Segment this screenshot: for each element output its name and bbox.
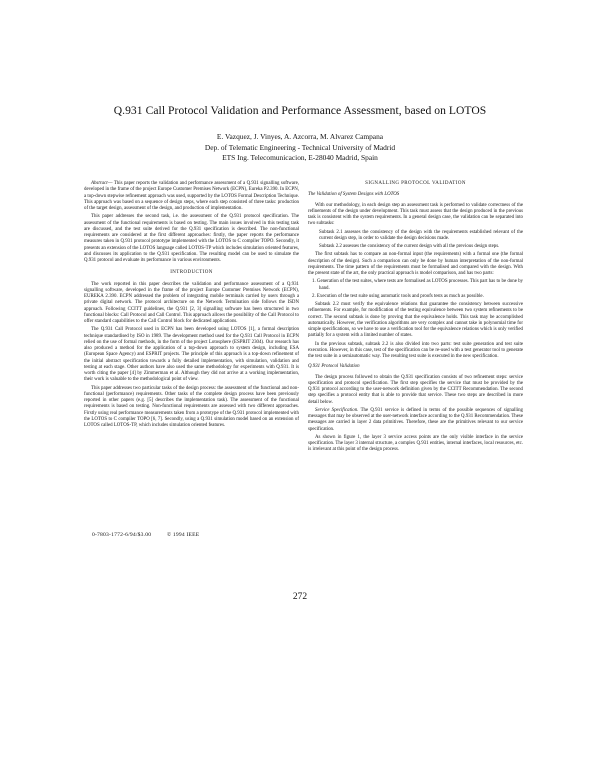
paper-title: Q.931 Call Protocol Validation and Performance Assessment, based on LOTOS [113,104,487,117]
abstract-paragraph [84,181,299,212]
intro-paragraph-1: The work reported in this paper describes the validation and performance assessment of a Q.931 signalling software, developed in the frame of the project Europe Customer Premises Network (ECPN), EUREKA 2.390. ECPN addressed the problem of integrating mobile terminals carried by users through a private digital network. The protocol architecture on the Network Termination side follows the ISDN approach. Following CCITT guidelines, the Q.931 [2, 3] signalling software has been structured in two functional blocks: Call Protocol and Call Control. This approach allows the possibility of the Call Protocol to offer standard capabilities to the Call Control block for dedicated applications. [84,281,299,324]
abstract-label: Abstract [91,181,108,186]
issn-code: 0-7803-1772-6/94/$3.00 [92,532,152,538]
validation-paragraph-6 [308,408,523,433]
service-spec-run-head: Service Specification. [315,407,359,413]
validation-paragraph-4: In the previous subtask, subtask 2.2 is also divided into two parts: test suite generation and test suite execution. However, in this case, test of the specification can be re-used with a test generator tool to generate the test suite in a semiautomatic way. The resulting test suite is executed in the new specification. [308,341,523,359]
abstract-text: — This paper reports the validation and performance assessment of a Q.931 signalling software, developed in the frame of the project Europe Customer Premises Network (ECPN), Eureka P2.390. In ECPN, a top-down stepwise refinement approach was used, supported by the LOTOS Formal Description Technique. This approach was based on a sequence of design steps, where each step consisted of three tasks: production of the target design, assessment of the design, and production of implementation. [84,181,299,211]
copyright-line [92,532,213,538]
service-spec-text: The Q.931 service is defined in terms of the possible sequences of signalling messages that may be observed at the user-network interface according to the Q.931 Recommendation. These messages are carried in layer 2 data primitives. Therefore, these are the primitives relevant to our service specification. [308,407,523,432]
validation-subsection-heading: The Validation of System Designs with LOTOS [308,192,400,198]
q931-validation-subheading: Q.931 Protocol Validation [308,364,360,370]
author-list: E. Vazquez, J. Vinyes, A. Azcorra, M. Alvarez Campana [216,132,384,141]
affiliation-address: ETS Ing. Telecomunicacion, E-28040 Madrid, Spain [222,153,378,162]
subtask-2-1: Subtask 2.1 assesses the consistency of the design with the requirements established relevant of the current design step, in order to validate the design decisions made. [319,229,523,241]
validation-paragraph-3: Subtask 2.2 must verify the equivalence relations that guarantee the consistency between successive refinements. For example, for modification of the testing equivalence between two system refinements to be correct. The second subtask is done by proving that the equivalence holds. This task may be accomplished automatically. However, the verification algorithms are very complex and cannot take in polynomial time for simple specifications, so we have to use a verification tool for the equivalence relations which is only verified partially for a system with a limited number of states. [308,302,523,339]
page-number: 272 [292,592,308,602]
subtask-2-2: Subtask 2.2 assesses the consistency of the current design with all the previous design steps. [319,244,500,249]
validation-paragraph-7: As shown in figure 1, the layer 3 service access points are the only visible interface in the service specification. The layer 3 internal structure, a complex Q.931 entities, internal interfaces, local resources, etc. is irrelevant at this point of the design process. [308,434,523,453]
right-column [308,181,523,456]
intro-paragraph-3: This paper addresses two particular tasks of the design process: the assessment of the functional and non-functional (performance) requirements. Other tasks of the complete design process have been previously reported in other papers (e.g. [5] describes the implementation task). The assessment of the functional requirements is based on testing. Non-functional requirements are assessed with two different approaches. Firstly using real performance measurements taken from a prototype of the Q.931 protocol implemented with the LOTOS to C compiler TOPO [6, 7]. Secondly, using a Q.931 simulation model based on an extension of LOTOS called LOTOS-TP, which includes simulation oriented features. [84,385,299,428]
validation-paragraph-2: The first subtask has to compare an non-formal input (the requirements) with a formal one (the formal description of the design). Such a comparison can only be done by human interpretation of the non-formal requirements. The time pattern of the requirements must be formalised and compared with the design. With the present state of the art, the only practical approach is model comparison, and has two parts: [308,252,523,276]
copyright-notice: © 1994 IEEE [166,532,200,538]
left-column [84,181,299,431]
list-item-2: 2. Execution of the test suite using automatic tools and proofs tests as much as possible. [312,293,484,299]
list-item-1: 1. Generation of the test suites, where tests are formalised as LOTOS processes. This part has to be done by hand. [312,279,523,291]
affiliation-department: Dep. of Telematic Engineering - Technical University of Madrid [204,142,396,152]
abstract-paragraph-2: This paper addresses the second task, i.e. the assessment of the Q.931 protocol specification. The assessment of the functional requirements is based on testing. The main issues involved in this testing task are discussed, and the test suite derived for the Q.931 specification is described. The non-functional requirements are considered at the first different approaches: firstly, the paper reports the performance measures taken in Q.931 protocol prototype implemented with the LOTOS to C compiler TOPO. Secondly, it presents an extension of the LOTOS language called LOTOS-TP which includes simulation oriented features, and discusses its application to the Q.931 specification. The resulting model can be used to simulate the Q.931 protocol and evaluate its performance in various environments. [84,214,299,263]
intro-paragraph-2: The Q.931 Call Protocol used in ECPN has been developed using LOTOS [1], a formal description technique standardised by ISO in 1989. The development method used for the Q.931 Call Protocol in ECPN relied on the use of formal methods, in the form of the project Lotosphere (ESPRIT 2304). Our research has also produced a method for the application of a top-down approach to system design, including ESA (European Space Agency) and ESPRIT projects. The principle of this approach is a top-down refinement of the initial abstract specification towards a fully detailed implementation, with simulation, validation and testing at each stage. Other authors have also used the same methodology for experiments with Q.931. It is worth citing the paper [4] by Zimmerman et al. Although they did not arrive at a working implementation, their work is valuable to the methodological point of view. [84,327,299,383]
validation-section-heading: SIGNALLING PROTOCOL VALIDATION [365,181,466,186]
validation-paragraph-1: With our methodology, in each design step an assessment task is performed to validate correctness of the refinements of the design under development. This task must assess that the design produced in the previous task is consistent with the system requirements. In a general design case, the validation can be separated into two subtasks: [308,202,523,227]
validation-paragraph-5: The design process followed to obtain the Q.931 specification consists of two refinement steps: service specification and protocol specification. The first step specifies the service that must be provided by the Q.931 protocol according to the user-network definition given by the CCITT Recommendation. The second step specifies a protocol entity that is able to provide that service. These two steps are described in more detail below. [308,374,523,405]
author-block [0,132,600,164]
introduction-heading: INTRODUCTION [170,270,213,276]
